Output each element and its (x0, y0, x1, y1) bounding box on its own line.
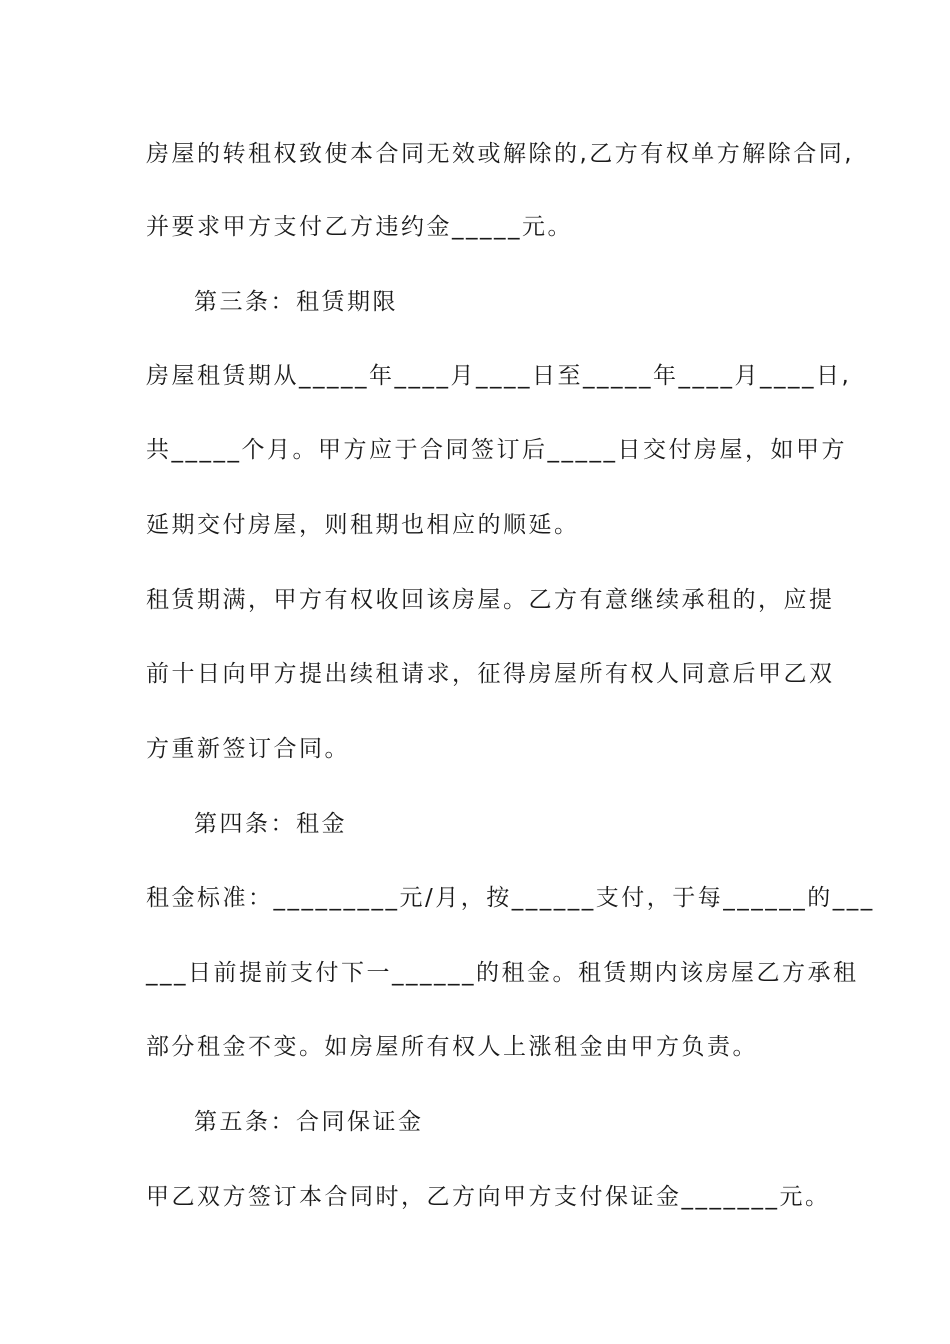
paragraph-line: 前十日向甲方提出续租请求，征得房屋所有权人同意后甲乙双 (146, 661, 835, 687)
section-heading-article-3: 第三条：租赁期限 (194, 289, 398, 315)
paragraph-line: ___日前提前支付下一______的租金。租赁期内该房屋乙方承租 (146, 960, 859, 986)
paragraph-line: 方重新签订合同。 (146, 736, 350, 762)
paragraph-line: 甲乙双方签订本合同时，乙方向甲方支付保证金_______元。 (146, 1184, 831, 1210)
paragraph-line: 租金标准：_________元/月，按______支付，于每______的___ (146, 885, 875, 911)
paragraph-line: 房屋的转租权致使本合同无效或解除的,乙方有权单方解除合同, (146, 141, 855, 167)
paragraph-line: 共_____个月。甲方应于合同签订后_____日交付房屋，如甲方 (146, 437, 847, 463)
paragraph-line: 房屋租赁期从_____年____月____日至_____年____月____日, (146, 363, 852, 389)
paragraph-line: 租赁期满，甲方有权收回该房屋。乙方有意继续承租的，应提 (146, 587, 835, 613)
paragraph-line: 延期交付房屋，则租期也相应的顺延。 (146, 512, 580, 538)
paragraph-line: 部分租金不变。如房屋所有权人上涨租金由甲方负责。 (146, 1034, 758, 1060)
section-heading-article-4: 第四条：租金 (194, 811, 347, 837)
section-heading-article-5: 第五条：合同保证金 (194, 1109, 424, 1135)
paragraph-line: 并要求甲方支付乙方违约金_____元。 (146, 214, 573, 240)
